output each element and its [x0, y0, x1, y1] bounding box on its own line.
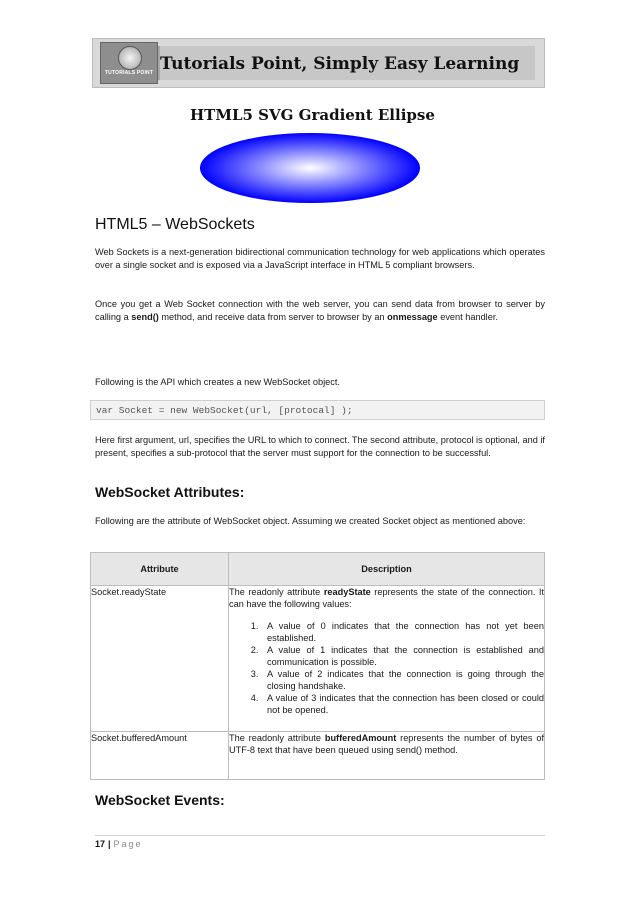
- paragraph-attributes-intro: Following are the attribute of WebSocket object. Assuming we created Socket object as mentioned above:: [95, 516, 526, 526]
- header-title: Tutorials Point, Simply Easy Learning: [160, 54, 520, 74]
- desc-text-a: The readonly attribute: [229, 733, 325, 743]
- list-item: 4. A value of 3 indicates that the connection has been closed or could not be opened.: [261, 692, 544, 716]
- desc-text-c: represents the number of bytes of UTF-8 text that have been queued using send() method.: [229, 733, 544, 755]
- footer-separator: |: [108, 839, 111, 849]
- para2-text-e: event handler.: [437, 312, 498, 322]
- attribute-description-cell: [229, 586, 545, 732]
- para2-text-c: method, and receive data from server to browser by an: [158, 312, 388, 322]
- buffered-amount-term: bufferedAmount: [324, 733, 397, 743]
- paragraph-send-receive: [95, 298, 545, 324]
- column-header-description: Description: [229, 553, 545, 586]
- section-heading-events: WebSocket Events:: [95, 792, 225, 808]
- logo-emblem-icon: [118, 46, 142, 70]
- ready-state-values-list: [229, 620, 544, 716]
- attributes-table: [90, 552, 545, 780]
- list-item: 2. A value of 1 indicates that the connection is established and communication is possible.: [261, 644, 544, 668]
- code-line: var Socket = new WebSocket(url, [protocal] );: [96, 405, 353, 416]
- attribute-name-cell: Socket.bufferedAmount: [91, 732, 229, 780]
- table-row: [91, 732, 545, 780]
- attribute-description-cell: [229, 732, 545, 780]
- page-footer: [95, 838, 143, 850]
- table-header-row: [91, 553, 545, 586]
- page-label: Page: [113, 839, 143, 849]
- logo-text: TUTORIALS POINT: [104, 70, 154, 76]
- desc-text-a: The readonly attribute: [229, 587, 324, 597]
- attribute-name-cell: Socket.readyState: [91, 586, 229, 732]
- footer-divider: [95, 835, 545, 836]
- section-heading-websockets: HTML5 – WebSockets: [95, 216, 255, 233]
- code-block: [90, 400, 545, 420]
- onmessage-term: onmessage: [387, 312, 438, 322]
- send-method-term: send(): [131, 312, 159, 322]
- paragraph-arguments: Here first argument, url, specifies the URL to which to connect. The second attribute, protocol is optional, and if present, specifies a sub-protocol that the server must support for the connection to be successful.: [95, 435, 545, 458]
- gradient-ellipse: [200, 133, 420, 203]
- gradient-ellipse-figure: [195, 132, 425, 204]
- section-heading-attributes: WebSocket Attributes:: [95, 484, 245, 500]
- ready-state-description: [229, 586, 544, 610]
- ready-state-term: readyState: [323, 587, 371, 597]
- page-number: 17: [95, 839, 106, 849]
- figure-title: HTML5 SVG Gradient Ellipse: [190, 106, 435, 124]
- paragraph-intro: Web Sockets is a next-generation bidirectional communication technology for web applications which operates over a single socket and is exposed via a JavaScript interface in HTML 5 compliant browsers.: [95, 247, 545, 270]
- para2-text-a: Once you get a Web Socket connection with the web server, you can send data from browser to server by calling a: [95, 299, 545, 322]
- table-row: [91, 586, 545, 732]
- paragraph-api-intro: Following is the API which creates a new WebSocket object.: [95, 377, 340, 387]
- column-header-attribute: Attribute: [91, 553, 229, 586]
- tutorials-point-logo: [100, 42, 158, 84]
- list-item: 3. A value of 2 indicates that the connection is going through the closing handshake.: [261, 668, 544, 692]
- desc-text-c: represents the state of the connection. It can have the following values:: [229, 587, 544, 609]
- list-item: 1. A value of 0 indicates that the connection has not yet been established.: [261, 620, 544, 644]
